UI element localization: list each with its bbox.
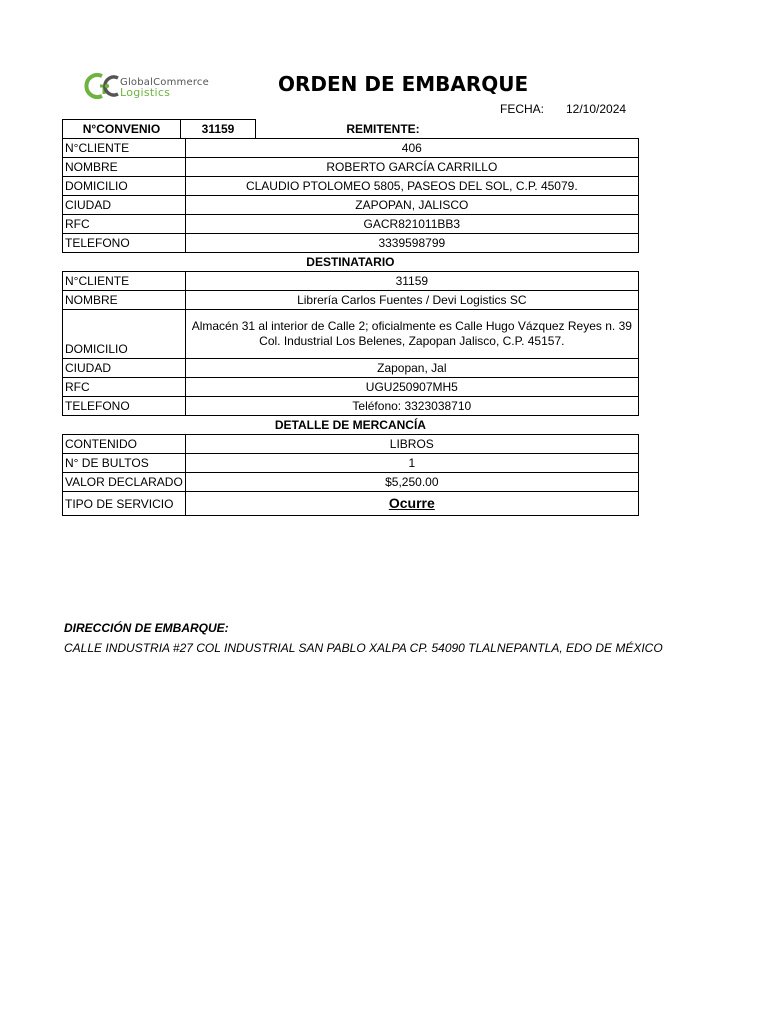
table-row [63,139,639,158]
logo-brand-line1: GlobalCommerce [120,77,209,88]
table-row [63,310,639,359]
destinatario-cliente-value: 31159 [185,272,638,291]
remitente-domicilio-value: CLAUDIO PTOLOMEO 5805, PASEOS DEL SOL, C.P. 45079. [185,177,638,196]
table-row [63,359,639,378]
table-row [63,397,639,416]
remitente-cliente-label: N°CLIENTE [63,139,186,158]
document-title: ORDEN DE EMBARQUE [278,72,529,96]
table-row [63,416,639,435]
table-row [63,158,639,177]
remitente-cliente-value: 406 [185,139,638,158]
destinatario-telefono-value: Teléfono: 3323038710 [185,397,638,416]
remitente-domicilio-label: DOMICILIO [63,177,186,196]
destinatario-ciudad-value: Zapopan, Jal [185,359,638,378]
destinatario-title: DESTINATARIO [63,253,639,272]
gc-logo-icon [82,68,122,104]
fecha-value: 12/10/2024 [566,102,627,116]
destinatario-domicilio-value: Almacén 31 al interior de Calle 2; oficialmente es Calle Hugo Vázquez Reyes n. 39 Col. Industrial Los Belenes, Zapopan Jalisco, C.P. 45157. [185,310,638,359]
table-row [63,196,639,215]
remitente-rfc-value: GACR821011BB3 [185,215,638,234]
destinatario-rfc-label: RFC [63,378,186,397]
embarque-direccion: CALLE INDUSTRIA #27 COL INDUSTRIAL SAN PABLO XALPA CP. 54090 TLALNEPANTLA, EDO DE MÉXICO [64,641,663,655]
destinatario-nombre-value: Librería Carlos Fuentes / Devi Logistics SC [185,291,638,310]
table-row [63,492,639,516]
remitente-telefono-value: 3339598799 [185,234,638,253]
valor-value: $5,250.00 [185,473,638,492]
destinatario-nombre-label: NOMBRE [63,291,186,310]
convenio-value: 31159 [181,120,256,139]
convenio-row [62,119,510,139]
destinatario-telefono-label: TELEFONO [63,397,186,416]
remitente-ciudad-value: ZAPOPAN, JALISCO [185,196,638,215]
table-row [63,454,639,473]
table-row [63,272,639,291]
embarque-label: DIRECCIÓN DE EMBARQUE: [64,621,229,635]
table-row [63,253,639,272]
convenio-label: N°CONVENIO [63,120,181,139]
table-row [63,473,639,492]
table-row [63,378,639,397]
remitente-title: REMITENTE: [346,122,420,136]
mercancia-title: DETALLE DE MERCANCÍA [63,416,639,435]
table-row [63,234,639,253]
bultos-value: 1 [185,454,638,473]
remitente-table [62,138,639,516]
destinatario-ciudad-label: CIUDAD [63,359,186,378]
fecha-label: FECHA: [500,102,545,116]
destinatario-rfc-value: UGU250907MH5 [185,378,638,397]
remitente-ciudad-label: CIUDAD [63,196,186,215]
table-row [63,177,639,196]
logo-brand-line2: Logistics [120,86,171,99]
table-row [63,435,639,454]
table-row [63,291,639,310]
servicio-value-cell [185,492,638,516]
servicio-label: TIPO DE SERVICIO [63,492,186,516]
company-logo [82,68,217,108]
servicio-value: Ocurre [388,495,435,511]
table-row [63,215,639,234]
bultos-label: N° DE BULTOS [63,454,186,473]
contenido-label: CONTENIDO [63,435,186,454]
destinatario-domicilio-label: DOMICILIO [63,310,186,359]
remitente-telefono-label: TELEFONO [63,234,186,253]
remitente-rfc-label: RFC [63,215,186,234]
valor-label: VALOR DECLARADO [63,473,186,492]
remitente-nombre-label: NOMBRE [63,158,186,177]
remitente-nombre-value: ROBERTO GARCÍA CARRILLO [185,158,638,177]
contenido-value: LIBROS [185,435,638,454]
destinatario-cliente-label: N°CLIENTE [63,272,186,291]
